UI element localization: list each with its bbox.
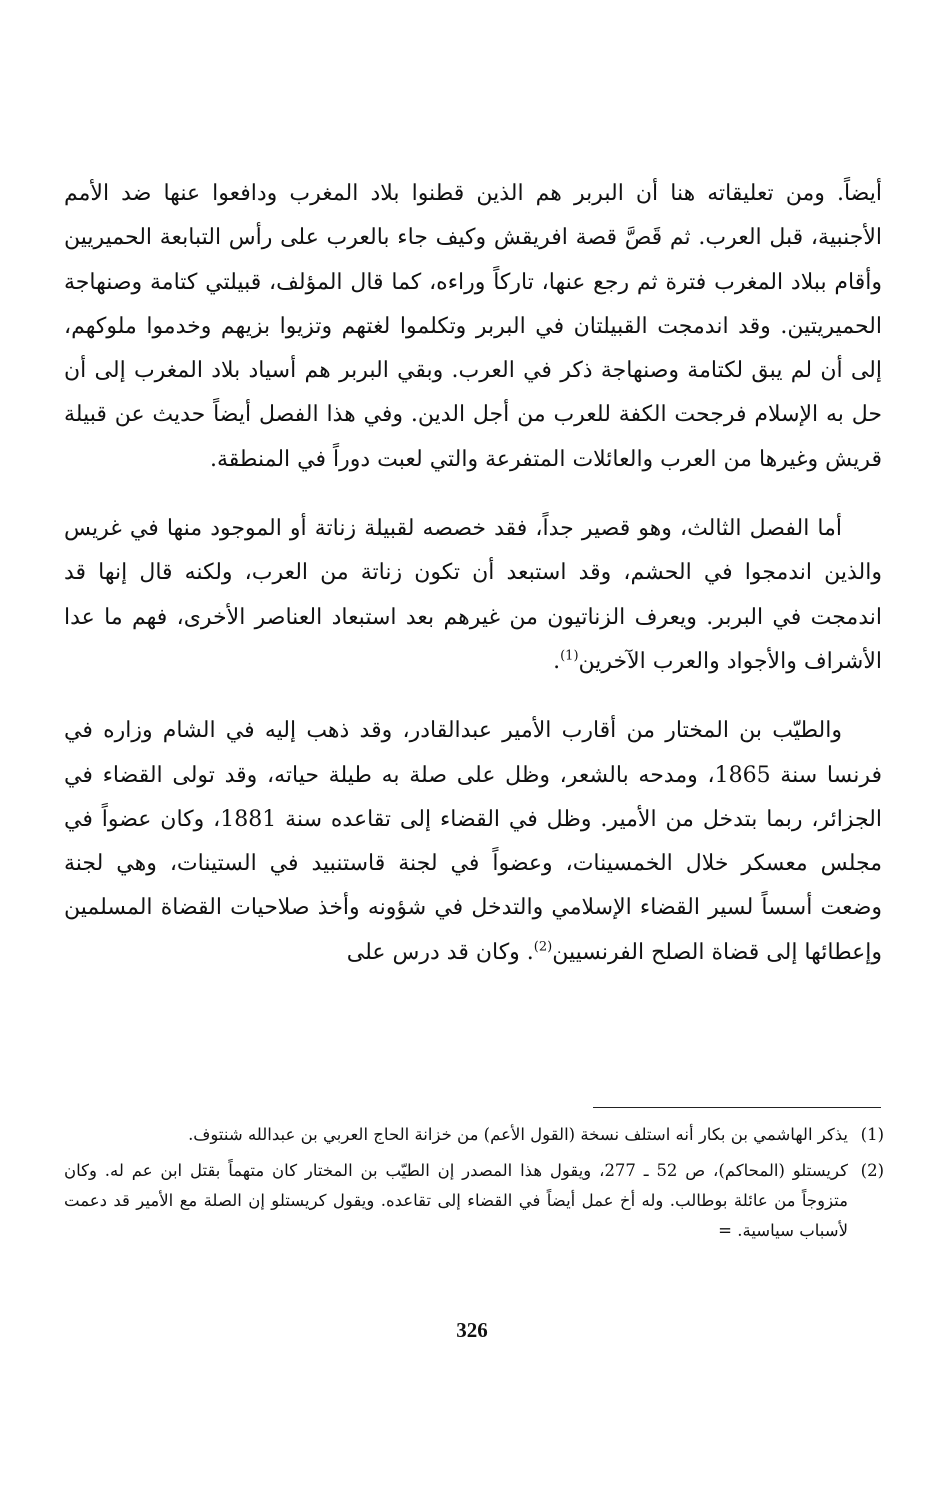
footnote-ref-1[interactable]: (1) <box>560 648 579 664</box>
footnote-1-number: (1) <box>860 1125 884 1144</box>
footnote-2 <box>64 1156 884 1246</box>
footnote-ref-2[interactable]: (2) <box>533 939 553 955</box>
footnote-2-number: (2) <box>860 1161 884 1180</box>
paragraph-1 <box>64 172 882 482</box>
page-number: 326 <box>456 1318 488 1342</box>
footnote-1-text: يذكر الهاشمي بن بكار أنه استلف نسخة (القول الأعم) من خزانة الحاج العربي بن عبدالله شنتوف. <box>188 1125 848 1144</box>
main-text <box>64 172 882 1000</box>
paragraph-2-tail: . <box>553 648 561 674</box>
footnote-2-text: كريستلو (المحاكم)، ص 52 ـ 277، ويقول هذا المصدر إن الطيّب بن المختار كان متهماً بقتل ابن عم له. وكان متزوجاً من عائلة بوطالب. وله أخ عمل أيضاً في القضاء إلى تقاعده. ويقول كريستلو إن الصلة مع الأمير قد دعمت لأسباب سياسية. = <box>64 1161 848 1240</box>
paragraph-3-tail: . وكان قد درس على <box>346 939 534 965</box>
footnotes <box>64 1120 884 1252</box>
footnote-divider <box>593 1107 881 1108</box>
paragraph-3 <box>64 709 882 975</box>
paragraph-3-text: والطيّب بن المختار من أقارب الأمير عبدالقادر، وقد ذهب إليه في الشام وزاره في فرنسا سنة 1865، ومدحه بالشعر، وظل على صلة به طيلة حياته، وقد تولى القضاء في الجزائر، ربما بتدخل من الأمير. وظل في القضاء إلى تقاعده سنة 1881، وكان عضواً في مجلس معسكر خلال الخمسينات، وعضواً في لجنة قاستنبيد في الستينات، وهي لجنة وضعت أسساً لسير القضاء الإسلامي والتدخل في شؤونه وأخذ صلاحيات القضاة المسلمين وإعطائها إلى قضاة الصلح الفرنسيين <box>64 718 883 965</box>
paragraph-2 <box>64 507 882 684</box>
paragraph-1-text: أيضاً. ومن تعليقاته هنا أن البربر هم الذين قطنوا بلاد المغرب ودافعوا عنها ضد الأمم الأجنبية، قبل العرب. ثم قَصَّ قصة افريقش وكيف جاء بالعرب على رأس التبابعة الحميريين وأقام ببلاد المغرب فترة ثم رجع عنها، تاركاً وراءه، كما قال المؤلف، قبيلتي كتامة وصنهاجة الحميريتين. وقد اندمجت القبيلتان في البربر وتكلموا لغتهم وتزيوا بزيهم وخدموا ملوكهم، إلى أن لم يبق لكتامة وصنهاجة ذكر في العرب. وبقي البربر هم أسياد بلاد المغرب إلى أن حل به الإسلام فرجحت الكفة للعرب من أجل الدين. وفي هذا الفصل أيضاً حديث عن قبيلة قريش وغيرها من العرب والعائلات المتفرعة والتي لعبت دوراً في المنطقة. <box>64 181 883 472</box>
paragraph-2-text: أما الفصل الثالث، وهو قصير جداً، فقد خصصه لقبيلة زناتة أو الموجود منها في غريس والذين اندمجوا في الحشم، وقد استبعد أن تكون زناتة من العرب، ولكنه قال إنها قد اندمجت في البربر. ويعرف الزناتيون من غيرهم بعد استبعاد العناصر الأخرى، فهم ما عدا الأشراف والأجواد والعرب الآخرين <box>64 516 882 674</box>
footnote-1 <box>64 1120 884 1150</box>
